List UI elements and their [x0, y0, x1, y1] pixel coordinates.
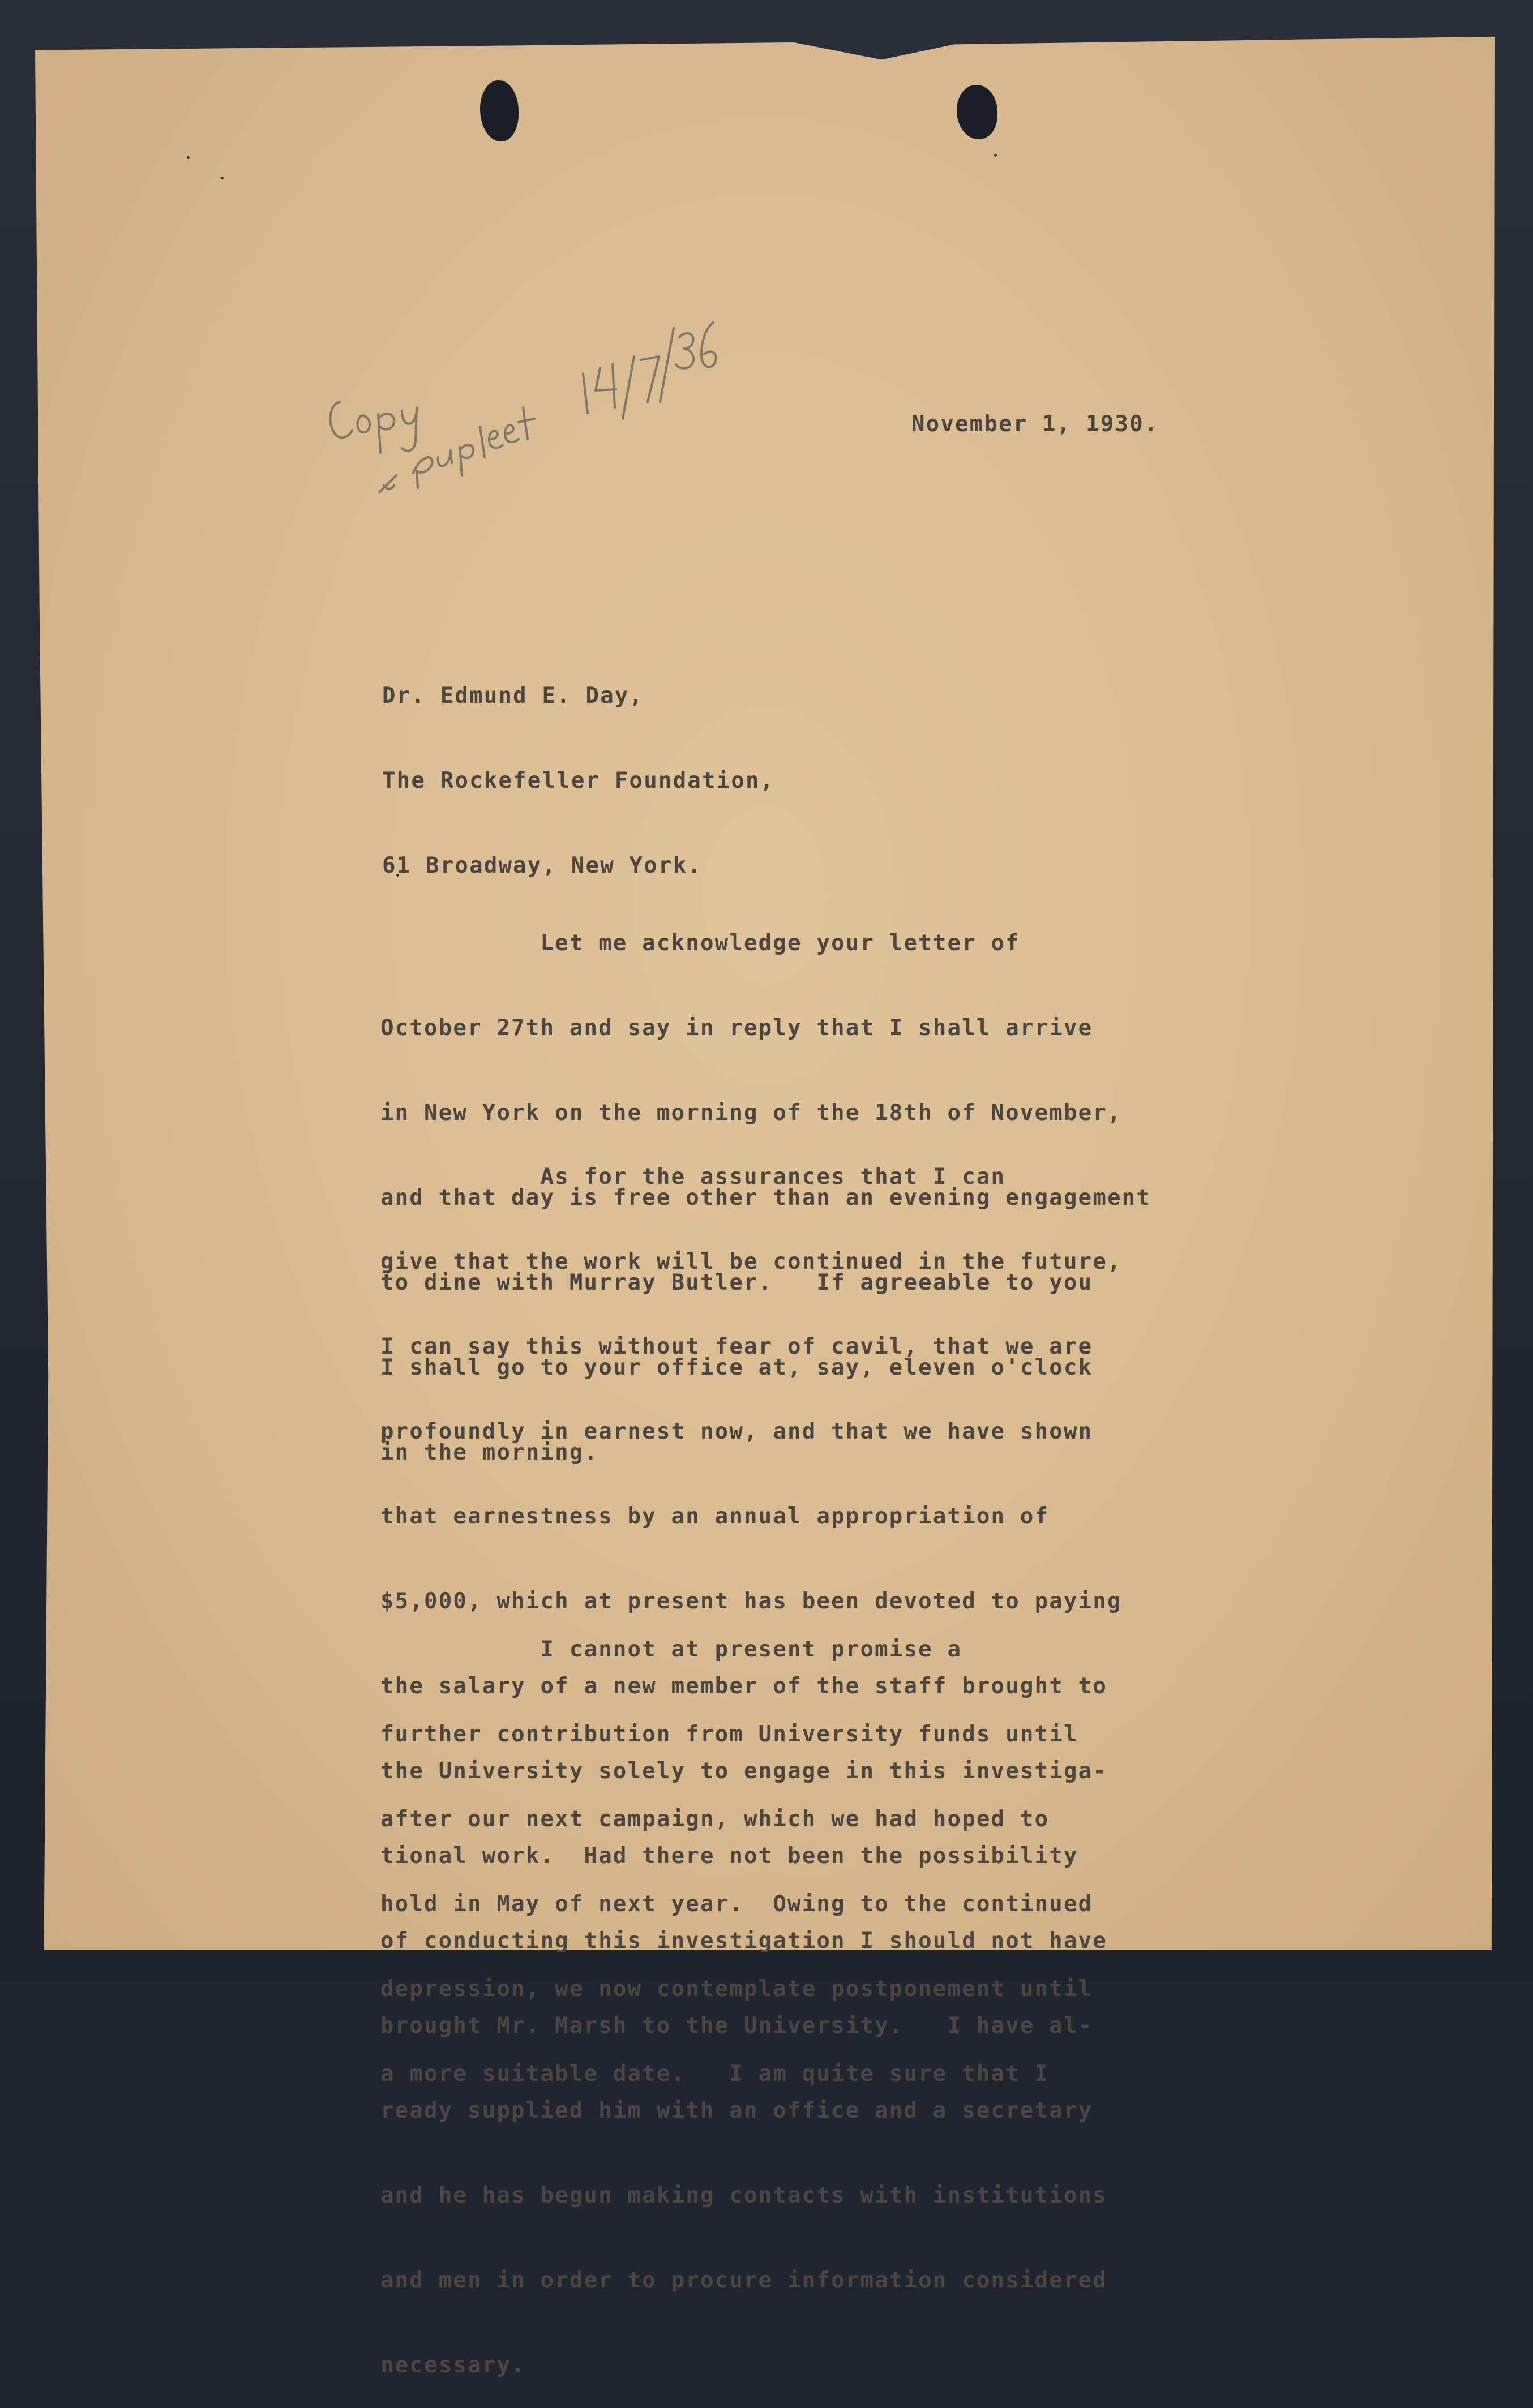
paragraph-line: I can say this without fear of cavil, that we are — [380, 1334, 1093, 1359]
address-line: The Rockefeller Foundation, — [382, 768, 775, 793]
paragraph-line: of conducting this investigation I should not have — [380, 1928, 1107, 1954]
paragraph-line: that earnestness by an annual appropriation of — [380, 1504, 1050, 1529]
body-paragraph-3 — [380, 1579, 1093, 2117]
paragraph-line: further contribution from University funds until — [380, 1722, 1078, 1747]
letter-date: November 1, 1930. — [911, 411, 1159, 437]
paragraph-line: in the morning. — [380, 1440, 599, 1465]
paragraph-line: in New York on the morning of the 18th of November, — [380, 1100, 1122, 1126]
punch-hole-right — [957, 85, 997, 139]
address-line: 61 Broadway, New York. — [382, 853, 702, 878]
paragraph-line: $5,000, which at present has been devoted to paying — [380, 1589, 1122, 1614]
handwriting-strokes — [317, 306, 747, 521]
punch-hole-left — [480, 80, 519, 141]
paragraph-line: and that day is free other than an evening engagement — [380, 1185, 1151, 1211]
paragraph-line: Let me acknowledge your letter of — [380, 930, 1020, 956]
recipient-address — [382, 625, 774, 908]
paragraph-line: the University solely to engage in this investiga- — [380, 1758, 1107, 1784]
handwritten-pencil-note — [317, 306, 747, 521]
paragraph-line: a more suitable date. I am quite sure that I — [380, 2061, 1050, 2087]
paragraph-line: I shall go to your office at, say, eleven o'clock — [380, 1355, 1093, 1380]
paragraph-line: I cannot at present promise a — [380, 1637, 962, 1662]
paper-speck — [187, 156, 190, 159]
paragraph-line: give that the work will be continued in the future, — [380, 1249, 1122, 1274]
paragraph-line: depression, we now contemplate postponement until — [380, 1976, 1093, 2002]
paragraph-line: As for the assurances that I can — [380, 1164, 1006, 1190]
paragraph-line: and men in order to procure information considered — [380, 2268, 1107, 2293]
paper-speck — [221, 177, 224, 179]
paragraph-line: ready supplied him with an office and a secretary — [380, 2098, 1093, 2123]
paragraph-line: the salary of a new member of the staff brought to — [380, 1673, 1107, 1699]
address-line: Dr. Edmund E. Day, — [382, 683, 644, 709]
paragraph-line: and he has begun making contacts with institutions — [380, 2183, 1107, 2208]
paragraph-line: necessary. — [380, 2353, 526, 2378]
paragraph-line: profoundly in earnest now, and that we have shown — [380, 1419, 1093, 1444]
paper-speck — [994, 154, 997, 157]
paragraph-line: tional work. Had there not been the possibility — [380, 1843, 1078, 1869]
paragraph-line: to dine with Murray Butler. If agreeable to you — [380, 1270, 1093, 1295]
paragraph-line: brought Mr. Marsh to the University. I have al- — [380, 2013, 1093, 2038]
paragraph-line: after our next campaign, which we had hoped to — [380, 1806, 1050, 1832]
paragraph-line: hold in May of next year. Owing to the continued — [380, 1891, 1093, 1917]
paragraph-line: October 27th and say in reply that I shall arrive — [380, 1015, 1093, 1041]
